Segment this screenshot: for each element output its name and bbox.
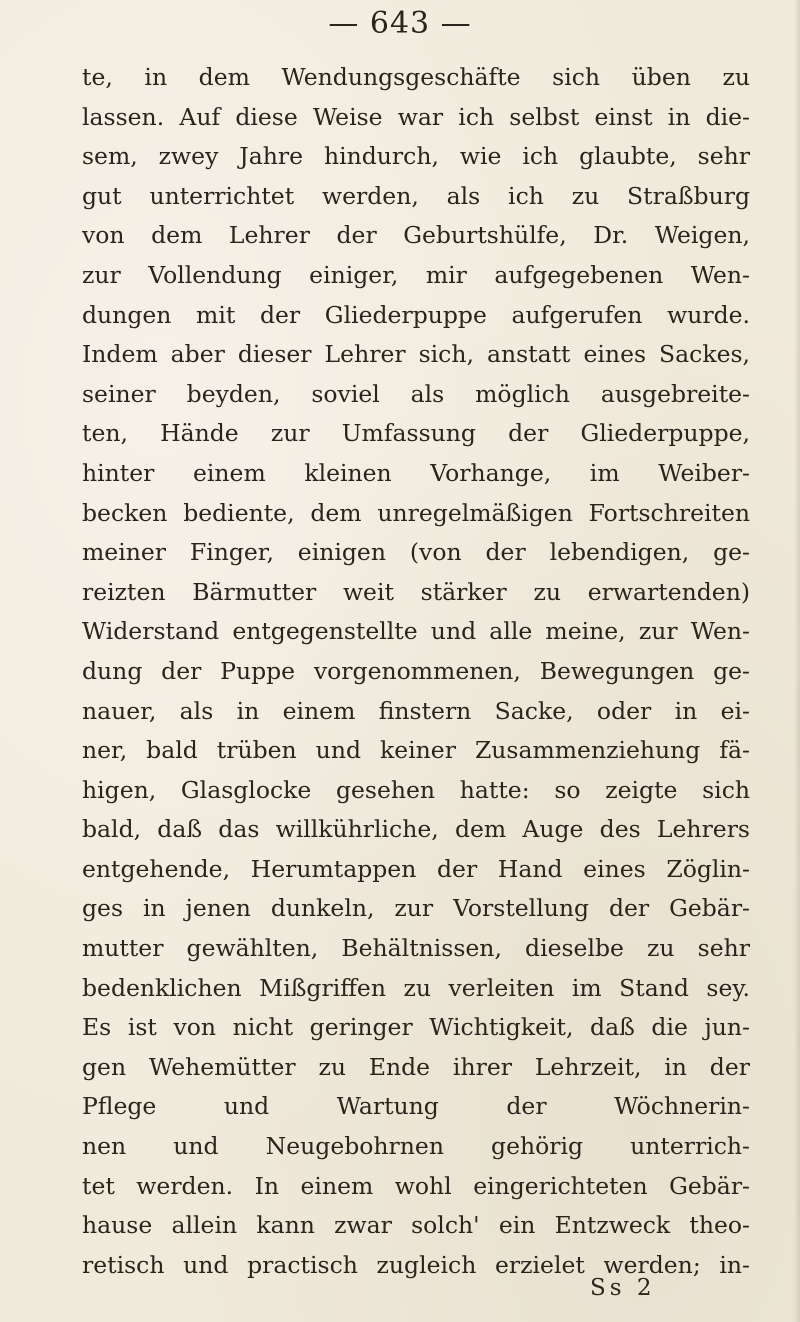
text-line: zur Vollendung einiger, mir aufgegebenen Wen- (82, 260, 750, 289)
text-line: ten, Hände zur Umfassung der Gliederpuppe, (82, 419, 750, 448)
text-line: dung der Puppe vorgenommenen, Bewegungen ge- (82, 656, 750, 685)
text-line: gen Wehemütter zu Ende ihrer Lehrzeit, in der (82, 1052, 750, 1081)
text-line: von dem Lehrer der Geburtshülfe, Dr. Weigen, (82, 221, 750, 250)
text-line: higen, Glasglocke gesehen hatte: so zeigte sich (82, 775, 750, 804)
text-line: sem, zwey Jahre hindurch, wie ich glaubte, sehr (82, 142, 750, 171)
text-line: nauer, als in einem finstern Sacke, oder in ei- (82, 696, 750, 725)
body-text (82, 58, 750, 1285)
text-line: dungen mit der Gliederpuppe aufgerufen wurde. (82, 300, 750, 329)
text-line: Widerstand entgegenstellte und alle meine, zur Wen- (82, 617, 750, 646)
text-line: meiner Finger, einigen (von der lebendigen, ge- (82, 538, 750, 567)
text-line: nen und Neugebohrnen gehörig unterrich- (82, 1132, 750, 1161)
text-line: bedenklichen Mißgriffen zu verleiten im Stand sey. (82, 973, 750, 1002)
text-line: seiner beyden, soviel als möglich ausgebreite- (82, 379, 750, 408)
text-line: hinter einem kleinen Vorhange, im Weiber- (82, 458, 750, 487)
text-line: ner, bald trüben und keiner Zusammenziehung fä- (82, 736, 750, 765)
text-line: gut unterrichtet werden, als ich zu Straßburg (82, 181, 750, 210)
text-line: hause allein kann zwar solch' ein Entzweck theo- (82, 1211, 750, 1240)
text-line: Pflege und Wartung der Wöchnerin- (82, 1092, 750, 1121)
text-line: Indem aber dieser Lehrer sich, anstatt eines Sackes, (82, 340, 750, 369)
text-line: lassen. Auf diese Weise war ich selbst einst in die- (82, 102, 750, 131)
page-number: — 643 — (328, 6, 472, 41)
text-line: reizten Bärmutter weit stärker zu erwartenden) (82, 577, 750, 606)
text-line: te, in dem Wendungsgeschäfte sich üben zu (82, 63, 750, 91)
text-line: tet werden. In einem wohl eingerichteten Gebär- (82, 1171, 750, 1200)
text-line: entgehende, Herumtappen der Hand eines Zöglin- (82, 854, 750, 883)
text-line: mutter gewählten, Behältnissen, dieselbe zu sehr (82, 934, 750, 963)
catchword: Ss 2 (590, 1275, 656, 1301)
page-edge-shadow (794, 0, 800, 1322)
text-line: bald, daß das willkührliche, dem Auge des Lehrers (82, 815, 750, 844)
text-line: retisch und practisch zugleich erzielet werden; in- (82, 1250, 750, 1279)
text-line: ges in jenen dunkeln, zur Vorstellung der Gebär- (82, 894, 750, 923)
text-line: Es ist von nicht geringer Wichtigkeit, daß die jun- (82, 1013, 750, 1042)
text-line: becken bediente, dem unregelmäßigen Fortschreiten (82, 498, 750, 527)
